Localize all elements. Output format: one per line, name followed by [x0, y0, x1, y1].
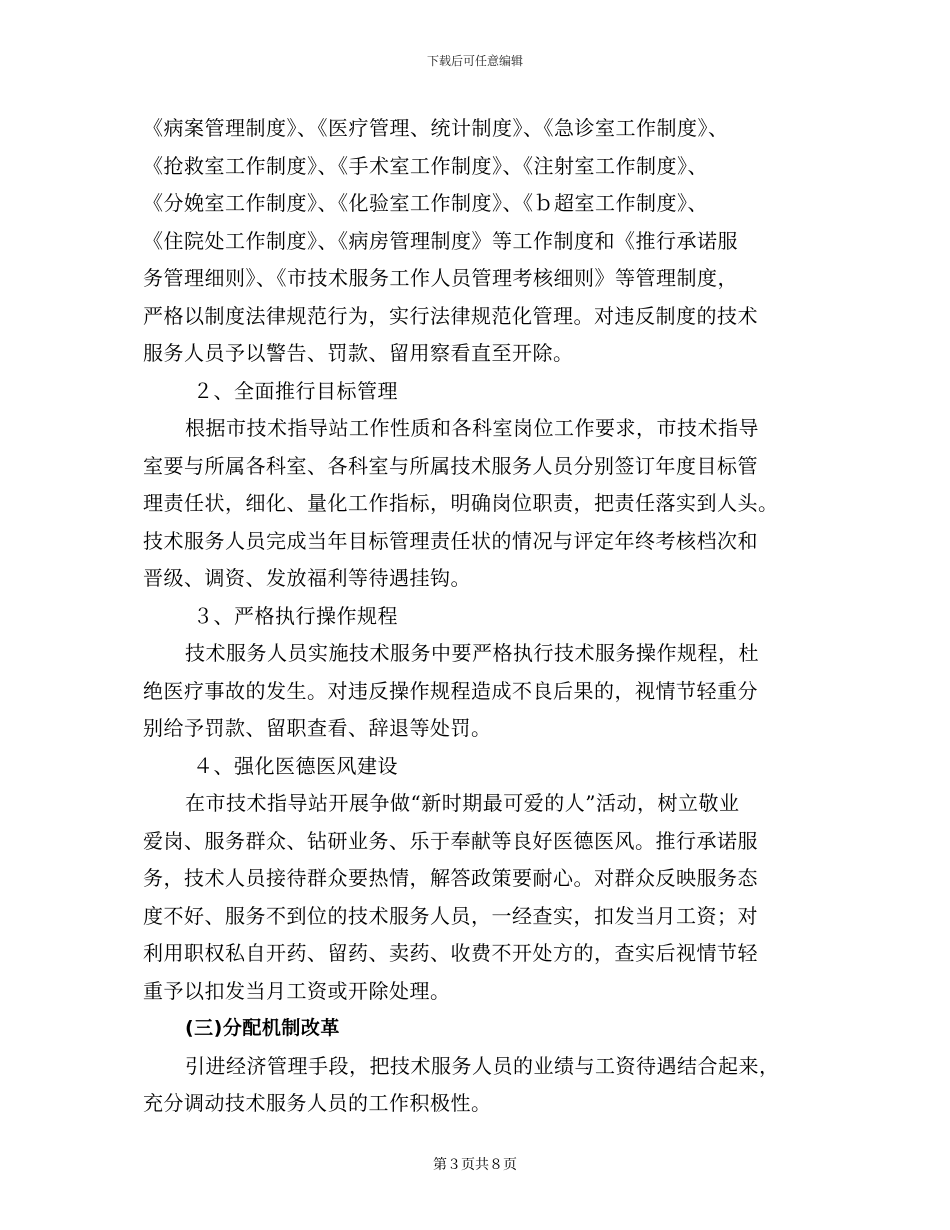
section-heading: ２、全面推行目标管理 — [193, 378, 398, 403]
text-line: 《分娩室工作制度》、《化验室工作制度》、《ｂ超室工作制度》、 — [143, 191, 708, 215]
page-header: 下载后可任意编辑 — [426, 54, 523, 68]
text-line: 务，技术人员接待群众要热情，解答政策要耐心。对群众反映服务态 — [143, 866, 758, 890]
text-line: 爱岗、服务群众、钻研业务、乐于奉献等良好医德医风。推行承诺服 — [143, 828, 758, 853]
text-line: 理责任状，细化、量化工作指标，明确岗位职责，把责任落实到人头。 — [143, 491, 779, 515]
text-line: 室要与所属各科室、各科室与所属技术服务人员分别签订年度目标管 — [143, 453, 758, 478]
text-line: 别给予罚款、留职查看、辞退等处罚。 — [143, 716, 492, 740]
text-line: 技术服务人员完成当年目标管理责任状的情况与评定年终考核档次和 — [143, 528, 758, 553]
paragraph-start: 根据市技术指导站工作性质和各科室岗位工作要求，市技术指导 — [185, 416, 759, 440]
section-heading: ４、强化医德医风建设 — [193, 753, 398, 778]
text-line: 务管理细则》、《市技术服务工作人员管理考核细则》等管理制度， — [143, 266, 738, 290]
text-line: 充分调动技术服务人员的工作积极性。 — [143, 1091, 492, 1115]
text-line: 服务人员予以警告、罚款、留用察看直至开除。 — [143, 341, 574, 365]
text-line: 《住院处工作制度》、《病房管理制度》等工作制度和《推行承诺服 — [143, 228, 738, 253]
text-line: 《病案管理制度》、《医疗管理、统计制度》、《急诊室工作制度》、 — [143, 116, 729, 140]
bold-section-heading: (三)分配机制改革 — [185, 1017, 340, 1039]
page-footer: 第３页共８页 — [433, 1157, 517, 1173]
text-line: 晋级、调资、发放福利等待遇挂钩。 — [143, 566, 471, 590]
section-heading: ３、严格执行操作规程 — [193, 603, 398, 628]
text-line: 利用职权私自开药、留药、卖药、收费不开处方的，查实后视情节轻 — [143, 941, 758, 965]
paragraph-start: 引进经济管理手段，把技术服务人员的业绩与工资待遇结合起来， — [185, 1053, 780, 1078]
paragraph-start: 在市技术指导站开展争做“新时期最可爱的人”活动，树立敬业 — [185, 791, 740, 815]
text-line: 重予以扣发当月工资或开除处理。 — [143, 978, 451, 1003]
text-line: 绝医疗事故的发生。对违反操作规程造成不良后果的，视情节轻重分 — [143, 678, 758, 703]
text-line: 度不好、服务不到位的技术服务人员，一经查实，扣发当月工资；对 — [143, 903, 758, 928]
document-body — [143, 110, 803, 1123]
text-line: 严格以制度法律规范行为，实行法律规范化管理。对违反制度的技术 — [143, 303, 758, 328]
text-line: 《抢救室工作制度》、《手术室工作制度》、《注射室工作制度》、 — [143, 153, 708, 178]
paragraph-start: 技术服务人员实施技术服务中要严格执行技术服务操作规程，杜 — [185, 641, 759, 665]
